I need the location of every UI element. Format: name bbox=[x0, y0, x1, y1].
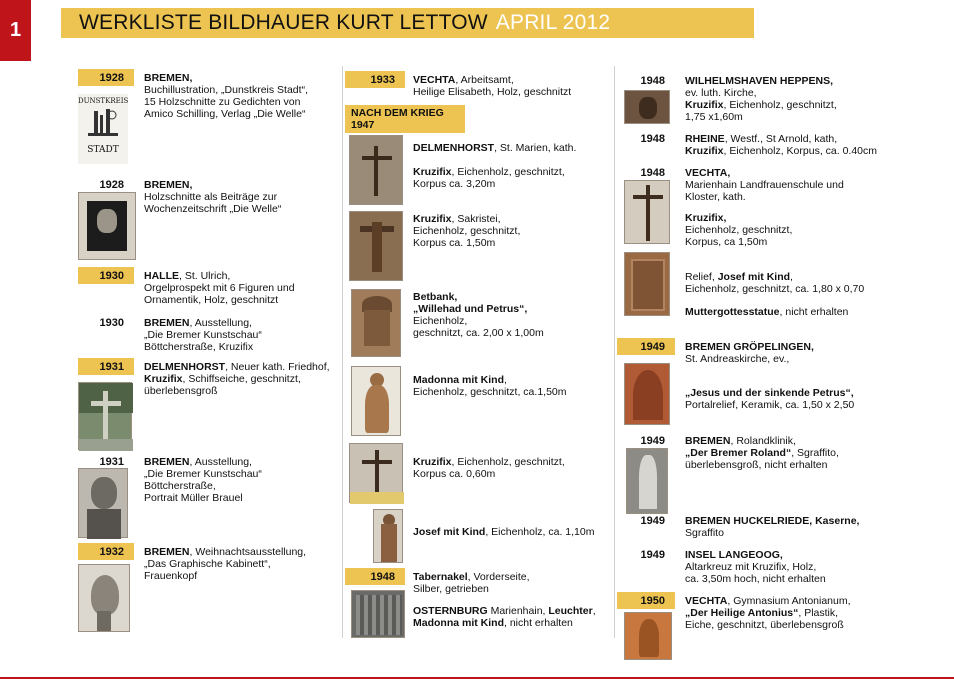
list-item: BREMEN, Ausstellung, „Die Bremer Kunstschau“ Böttcherstraße, Kruzifix bbox=[144, 317, 262, 353]
year-label: 1950 bbox=[617, 592, 675, 609]
year-label: 1948 bbox=[640, 132, 665, 145]
page-title-date: APRIL 2012 bbox=[495, 11, 611, 34]
vechta-crucifix-image bbox=[624, 180, 670, 244]
list-item: Betbank, „Willehad und Petrus“, Eichenholz, geschnitzt, ca. 2,00 x 1,00m bbox=[413, 291, 544, 339]
year-label: 1932 bbox=[78, 543, 134, 560]
prayer-bench-figure-image bbox=[351, 289, 401, 357]
list-item: WILHELMSHAVEN HEPPENS, ev. luth. Kirche, Kruzifix, Eichenholz, geschnitzt, 1,75 x1,60m bbox=[685, 75, 837, 123]
year-label: 1930 bbox=[78, 267, 134, 284]
list-item: Kruzifix, Eichenholz, geschnitzt, Korpus ca. 0,60m bbox=[413, 456, 565, 480]
year-label: 1931 bbox=[78, 358, 134, 375]
year-label: 1949 bbox=[640, 548, 665, 561]
book-cover-image: DUNSTKREIS STADT bbox=[78, 94, 128, 164]
list-item: Muttergottesstatue, nicht erhalten bbox=[685, 306, 849, 318]
list-item: BREMEN, Weihnachtsausstellung, „Das Graphische Kabinett“, Frauenkopf bbox=[144, 546, 307, 582]
female-head-image bbox=[78, 564, 130, 632]
page-number-badge: 1 bbox=[0, 0, 31, 61]
list-item: BREMEN HUCKELRIEDE, Kaserne, Sgraffito bbox=[685, 515, 860, 539]
page-title: WERKLISTE BILDHAUER KURT LETTOW bbox=[79, 11, 488, 34]
list-item: Relief, Josef mit Kind, Eichenholz, geschnitzt, ca. 1,80 x 0,70 bbox=[685, 271, 865, 295]
crucifix-church-image bbox=[349, 135, 403, 205]
list-item: VECHTA, Arbeitsamt, Heilige Elisabeth, Holz, geschnitzt bbox=[413, 74, 572, 98]
list-item: HALLE, St. Ulrich, Orgelprospekt mit 6 Figuren und Ornamentik, Holz, geschnitzt bbox=[144, 270, 295, 306]
josef-figure-image bbox=[373, 509, 403, 563]
year-label: 1949 bbox=[617, 338, 675, 355]
year-label: 1931 bbox=[99, 455, 124, 468]
cemetery-cross-image bbox=[78, 382, 132, 450]
list-item: Tabernakel, Vorderseite, Silber, getrieben bbox=[413, 571, 530, 595]
woodcut-image bbox=[78, 192, 136, 260]
crucifix-sacristy-image bbox=[349, 211, 403, 281]
title-banner bbox=[61, 8, 754, 38]
column-divider bbox=[342, 66, 343, 638]
year-label: 1928 bbox=[99, 178, 124, 191]
list-item: „Jesus und der sinkende Petrus“, Portalrelief, Keramik, ca. 1,50 x 2,50 bbox=[685, 387, 855, 411]
madonna-image bbox=[351, 366, 401, 436]
portal-relief-image bbox=[624, 363, 670, 425]
list-item: BREMEN, Buchillustration, „Dunstkreis Stadt“, 15 Holzschnitte zu Gedichten von Amico Schilling, Verlag „Die Welle“ bbox=[144, 72, 308, 120]
year-label: 1949 bbox=[640, 514, 665, 527]
bottom-rule bbox=[0, 677, 954, 679]
year-label: 1933 bbox=[345, 71, 405, 88]
antonius-sculpture-image bbox=[624, 612, 672, 660]
roland-sgraffito-image bbox=[626, 448, 668, 514]
year-label: 1949 bbox=[640, 434, 665, 447]
tabernacle-image bbox=[351, 590, 405, 638]
list-item: OSTERNBURG Marienhain, Leuchter, Madonna mit Kind, nicht erhalten bbox=[413, 605, 596, 629]
list-item: INSEL LANGEOOG, Altarkreuz mit Kruzifix, Holz, ca. 3,50m hoch, nicht erhalten bbox=[685, 549, 826, 585]
heppens-crucifix-image bbox=[624, 90, 670, 124]
year-label: 1928 bbox=[78, 69, 134, 86]
list-item: DELMENHORST, Neuer kath. Friedhof, Kruzifix, Schiffseiche, geschnitzt, überlebensgroß bbox=[144, 361, 330, 397]
small-crucifix-image bbox=[349, 443, 403, 503]
josef-relief-image bbox=[624, 252, 670, 316]
list-item: BREMEN GRÖPELINGEN, St. Andreaskirche, ev., bbox=[685, 341, 814, 365]
list-item: DELMENHORST, St. Marien, kath. bbox=[413, 142, 577, 154]
list-item: Kruzifix, Eichenholz, geschnitzt, Korpus ca. 3,20m bbox=[413, 166, 565, 190]
list-item: Josef mit Kind, Eichenholz, ca. 1,10m bbox=[413, 526, 595, 538]
list-item: RHEINE, Westf., St Arnold, kath, Kruzifix, Eichenholz, Korpus, ca. 0.40cm bbox=[685, 133, 878, 157]
year-label: 1948 bbox=[345, 568, 405, 585]
list-item: Kruzifix, Eichenholz, geschnitzt, Korpus, ca 1,50m bbox=[685, 212, 793, 248]
list-item: BREMEN, Ausstellung, „Die Bremer Kunstschau“ Böttcherstraße, Portrait Müller Brauel bbox=[144, 456, 262, 504]
section-label: NACH DEM KRIEG 1947 bbox=[345, 105, 465, 133]
column-divider bbox=[614, 66, 615, 638]
list-item: Kruzifix, Sakristei, Eichenholz, geschnitzt, Korpus ca. 1,50m bbox=[413, 213, 521, 249]
portrait-bust-image bbox=[78, 468, 128, 538]
list-item: Madonna mit Kind, Eichenholz, geschnitzt, ca.1,50m bbox=[413, 374, 567, 398]
list-item: VECHTA, Marienhain Landfrauenschule und Kloster, kath. bbox=[685, 167, 844, 203]
list-item: VECHTA, Gymnasium Antonianum, „Der Heilige Antonius“, Plastik, Eiche, geschnitzt, überlebensgroß bbox=[685, 595, 851, 631]
list-item: BREMEN, Rolandklinik, „Der Bremer Roland“, Sgraffito, überlebensgroß, nicht erhalten bbox=[685, 435, 839, 471]
year-label: 1948 bbox=[640, 74, 665, 87]
year-label: 1930 bbox=[99, 316, 124, 329]
year-label: 1948 bbox=[640, 166, 665, 179]
list-item: BREMEN, Holzschnitte als Beiträge zur Wochenzeitschrift „Die Welle“ bbox=[144, 179, 282, 215]
